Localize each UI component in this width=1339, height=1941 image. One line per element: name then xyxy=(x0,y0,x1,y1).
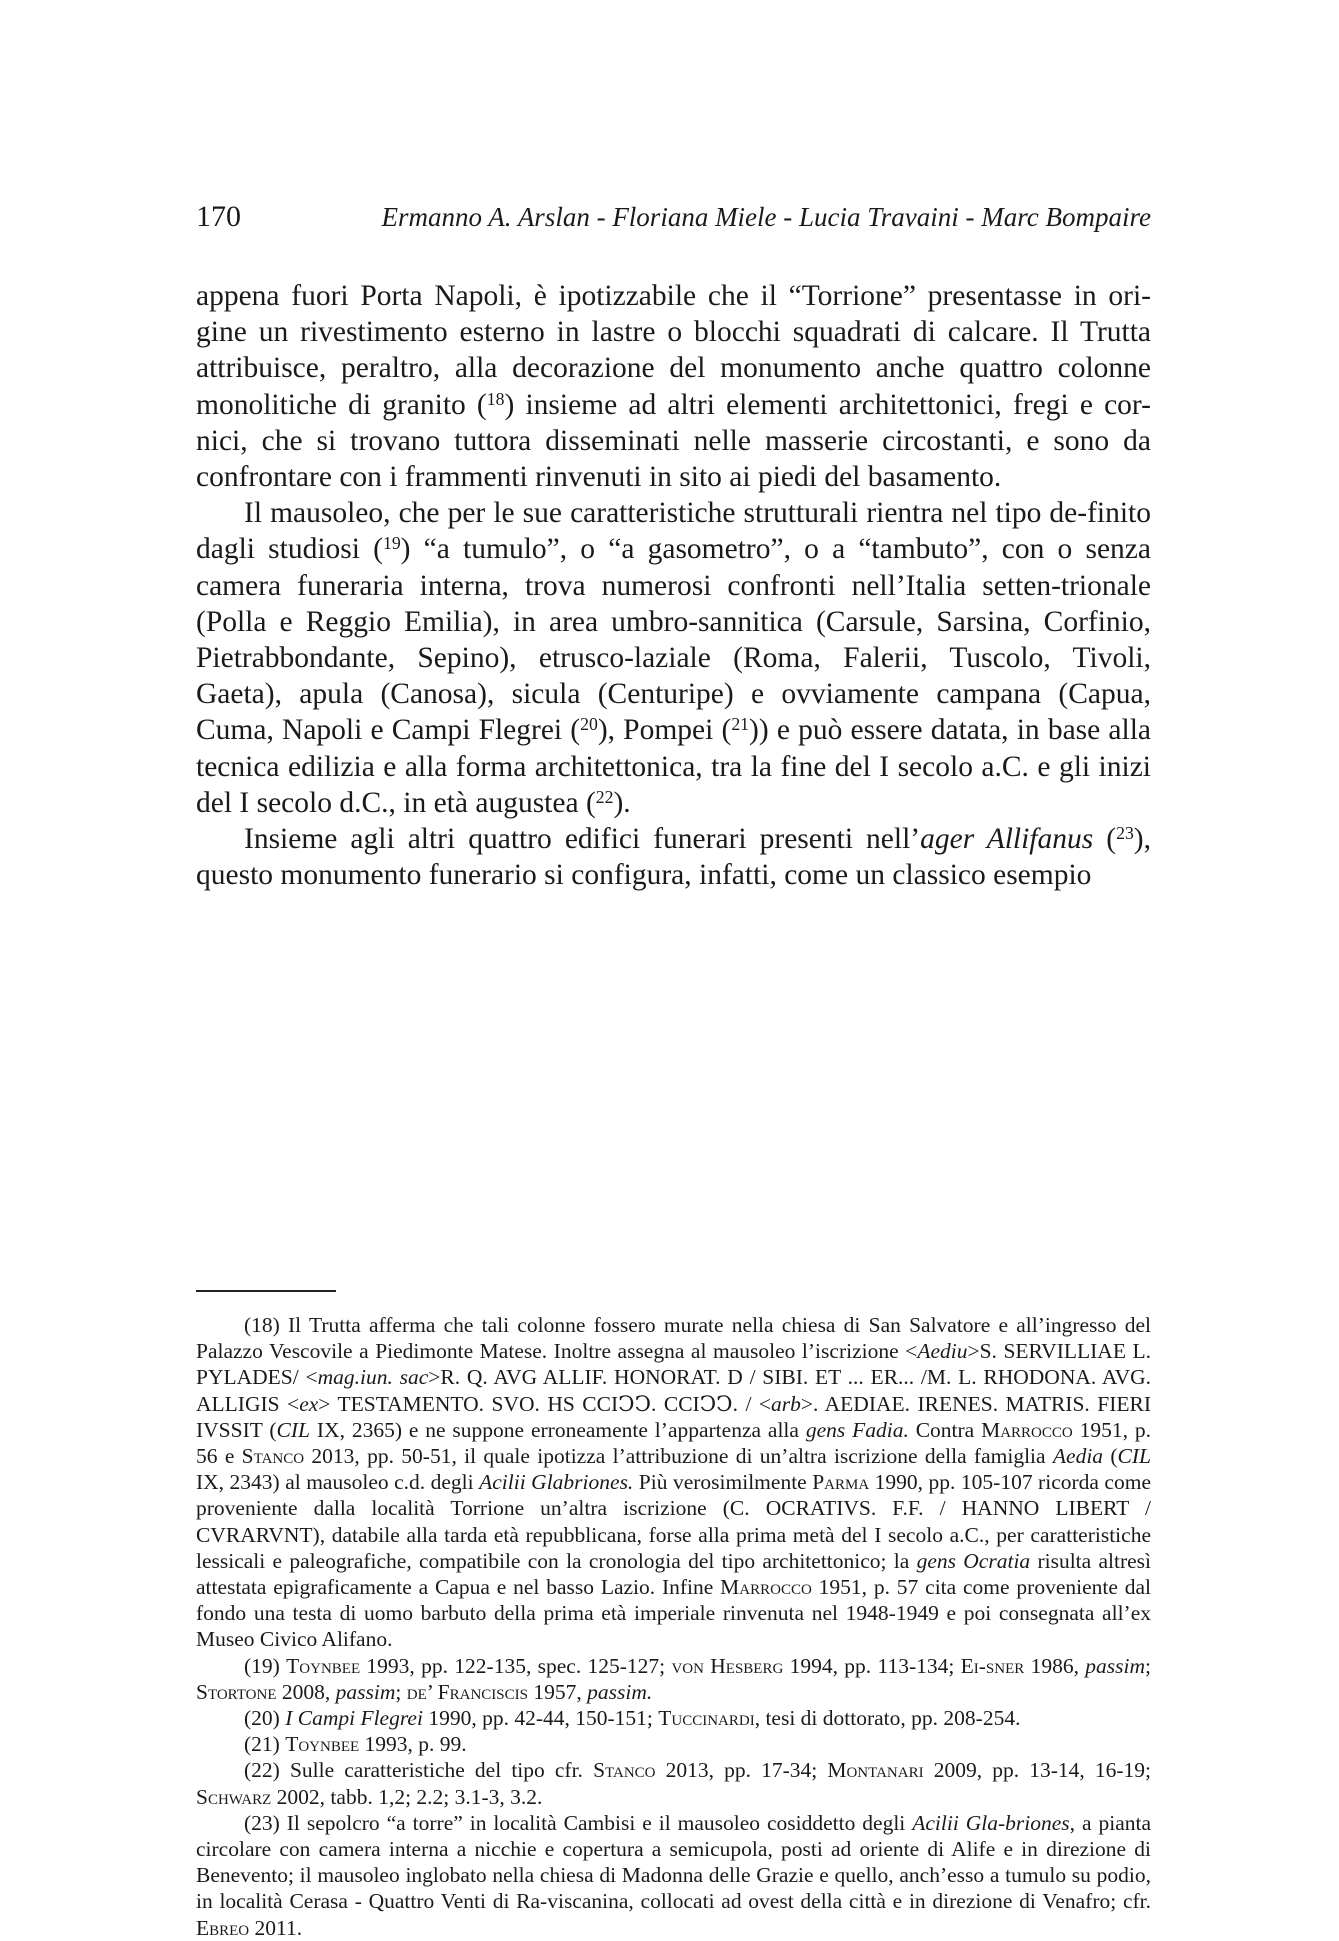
paragraph-2: Il mausoleo, che per le sue caratteristiche strutturali rientra nel tipo de-finito dagli studiosi ($^{19}$) “a tumulo”, o “a gasometro”, o a “tambuto”, con o senza camera funeraria interna, trova numerosi confronti nell’Italia setten-trionale (Polla e Reggio Emilia), in area umbro-sannitica (Carsule, Sarsina, Corfinio, Pietrabbondante, Sepino), etrusco-laziale (Roma, Falerii, Tuscolo, Tivoli, Gaeta), apula (Canosa), sicula (Centuripe) e ovviamente campana (Capua, Cuma, Napoli e Campi Flegrei ($^{20}$), Pompei ($^{21}$)) e può essere datata, in base alla tecnica edilizia e alla forma architettonica, tra la fine del I secolo a.C. e gli inizi del I secolo d.C., in età augustea ($^{22}$). xyxy=(196,497,1151,819)
page-header xyxy=(196,200,1151,244)
footnote-ref-19[interactable]: 19 xyxy=(382,533,401,554)
footnote-20: (20) I Campi Flegrei 1990, pp. 42-44, 150-151; Tuccinardi, tesi di dottorato, pp. 208-254. xyxy=(244,1706,1021,1731)
footnote-23: (23) Il sepolcro “a torre” in località Cambisi e il mausoleo cosiddetto degli Acilii Gla-briones, a pianta circolare con camera interna a nicchie e copertura a semicupola, posti ad oriente di Alife e in direzione di Benevento; il mausoleo inglobato nella chiesa di Madonna delle Grazie e quello, anch’esso a tumulo su podio, in località Cerasa - Quattro Venti di Ra-viscanina, collocati ad ovest della città e in direzione di Venafro; cfr. Ebreo 2011. xyxy=(196,1810,1152,1940)
running-head: Ermanno A. Arslan - Floriana Miele - Lucia Travaini - Marc Bompaire xyxy=(381,202,1151,232)
footnotes xyxy=(196,1312,1151,1941)
footnote-ref-20[interactable]: 20 xyxy=(580,714,598,735)
paragraph-1: appena fuori Porta Napoli, è ipotizzabile che il “Torrione” presentasse in ori-gine un rivestimento esterno in lastre o blocchi squadrati di calcare. Il Trutta attribuisce, peraltro, alla decorazione del monumento anche quattro colonne monolitiche di granito ($^{18}$) insieme ad altri elementi architettonici, fregi e cor-nici, che si trovano tuttora disseminati nelle masserie circostanti, e sono da confrontare con i frammenti rinvenuti in sito ai piedi del basamento. xyxy=(196,280,1151,494)
footnote-ref-18[interactable]: 18 xyxy=(486,388,505,409)
footnote-ref-21[interactable]: 21 xyxy=(731,714,750,735)
footnote-21: (21) Toynbee 1993, p. 99. xyxy=(244,1732,467,1757)
footnote-ref-23[interactable]: 23 xyxy=(1116,823,1134,844)
footnote-18: (18) Il Trutta afferma che tali colonne fossero murate nella chiesa di San Salvatore e all’ingresso del Palazzo Vescovile a Piedimonte Matese. Inoltre assegna al mausoleo l’iscrizione <Aediu>S. SERVILLIAE L. PYLADES/ <mag.iun. sac>R. Q. AVG ALLIF. HONORAT. D / SIBI. ET ... ER... /M. L. RHODONA. AVG. ALLIGIS <ex> TESTAMENTO. SVO. HS CCIↃↃ. CCIↃↃ. / <arb>. AEDIAE. IRENES. MATRIS. FIERI IVSSIT (CIL IX, 2365) e ne suppone erroneamente l’appartenza alla gens Fadia. Contra Marrocco 1951, p. 56 e Stanco 2013, pp. 50-51, il quale ipotizza l’attribuzione di un’altra iscrizione della famiglia Aedia (CIL IX, 2343) al mausoleo c.d. degli Acilii Glabriones. Più verosimilmente Parma 1990, pp. 105-107 ricorda come proveniente dalla località Torrione un’altra iscrizione (C. OCRATIVS. F.F. / HANNO LIBERT / CVRARVNT), databile alla tarda età repubblicana, forse alla prima metà del I secolo a.C., per caratteristiche lessicali e paleografiche, compatibile con la cronologia del tipo architettonico; la gens Ocratia risulta altresì attestata epigraficamente a Capua e nel basso Lazio. Infine Marrocco 1951, p. 57 cita come proveniente dal fondo una testa di uomo barbuto della prima età imperiale rinvenuta nel 1948-1949 e poi consegnata all’ex Museo Civico Alifano. xyxy=(196,1313,1152,1652)
footnote-19: (19) Toynbee 1993, pp. 122-135, spec. 125-127; von Hesberg 1994, pp. 113-134; Ei-sner 1986, passim; Stortone 2008, passim; de’ Franciscis 1957, passim. xyxy=(196,1653,1151,1704)
main-text xyxy=(196,278,1151,893)
paragraph-3: Insieme agli altri quattro edifici funerari presenti nell’ager Allifanus ($^{23}$), questo monumento funerario si configura, infatti, come un classico esempio xyxy=(196,823,1151,892)
footnote-separator xyxy=(196,1290,336,1292)
footnote-22: (22) Sulle caratteristiche del tipo cfr. Stanco 2013, pp. 17-34; Montanari 2009, pp. 13-14, 16-19; Schwarz 2002, tabb. 1,2; 2.2; 3.1-3, 3.2. xyxy=(196,1758,1152,1809)
page-number: 170 xyxy=(196,200,241,233)
footnote-ref-22[interactable]: 22 xyxy=(595,787,614,807)
